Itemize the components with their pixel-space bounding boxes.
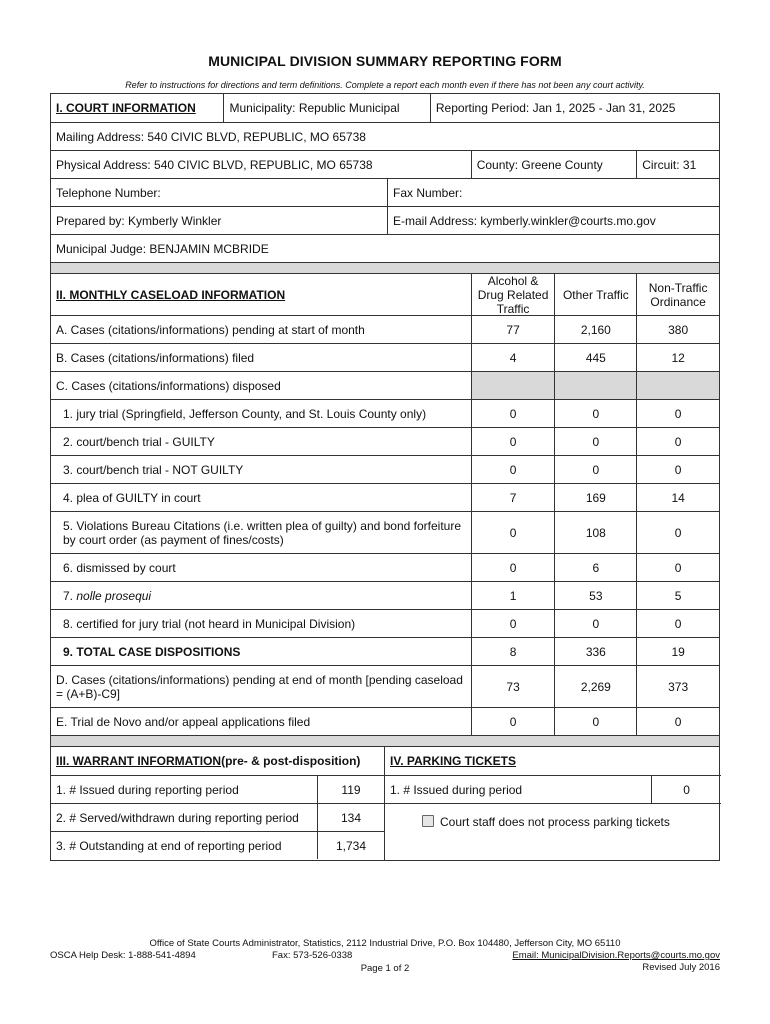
warrant-section	[51, 747, 384, 860]
cell-value: 0	[636, 610, 719, 637]
email-field: E-mail Address: kymberly.winkler@courts.mo.gov	[387, 207, 719, 234]
row-label: 4. plea of GUILTY in court	[63, 490, 201, 505]
cell-value: 0	[471, 428, 555, 455]
row-label: D. Cases (citations/informations) pending at end of month [pending caseload = (A+B)-C9]	[56, 672, 463, 701]
form-subtitle: Refer to instructions for directions and term definitions. Complete a report each month even if there has not been any court activity.	[125, 80, 645, 90]
row-label: B. Cases (citations/informations) filed	[56, 350, 255, 365]
col-alcohol-drug-header: Alcohol & Drug Related Traffic	[471, 274, 555, 315]
no-parking-checkbox[interactable]	[422, 815, 434, 827]
warrant-heading-label: III. WARRANT INFORMATION	[56, 754, 222, 768]
reporting-period-field: Reporting Period: Jan 1, 2025 - Jan 31, 2025	[430, 94, 719, 122]
footer-office: Office of State Courts Administrator, Statistics, 2112 Industrial Drive, P.O. Box 104480, Jefferson City, MO 65110	[149, 938, 621, 949]
court-info-row-6	[51, 234, 719, 262]
cell-value: 0	[636, 428, 719, 455]
cell-value: 1,734	[317, 832, 384, 859]
judge-field: Municipal Judge: BENJAMIN MCBRIDE	[56, 241, 269, 256]
table-row	[51, 455, 719, 483]
table-row	[51, 399, 719, 427]
footer-fax: Fax: 573-526-0338	[272, 950, 353, 961]
cell-value: 0	[636, 512, 719, 553]
cell-value: 2,160	[554, 316, 636, 343]
cell-value: 373	[636, 666, 719, 707]
cell-value: 0	[471, 456, 555, 483]
cell-value: 134	[317, 804, 384, 831]
row-label: 8. certified for jury trial (not heard in Municipal Division)	[63, 616, 356, 631]
shaded-cell	[554, 372, 636, 399]
warrant-heading-suffix: (pre- & post-disposition)	[221, 754, 361, 768]
prepared-by-field: Prepared by: Kymberly Winkler	[56, 213, 222, 228]
row-label: 1. # Issued during reporting period	[56, 782, 239, 797]
cell-value: 0	[471, 610, 555, 637]
cell-value: 0	[471, 512, 555, 553]
footer-email-link[interactable]: Email: MunicipalDivision.Reports@courts.mo.gov	[512, 950, 720, 961]
warrant-row	[51, 803, 384, 831]
warrant-parking-block	[51, 746, 719, 860]
table-row	[51, 427, 719, 455]
cell-value: 445	[554, 344, 636, 371]
table-row	[51, 343, 719, 371]
cell-value: 0	[554, 400, 636, 427]
shaded-cell	[636, 372, 719, 399]
warrant-row	[51, 831, 384, 859]
cell-value: 14	[636, 484, 719, 511]
cell-value: 108	[554, 512, 636, 553]
court-info-heading: I. COURT INFORMATION	[56, 101, 196, 115]
row-label: 1. # Issued during period	[390, 782, 523, 797]
court-info-row-4	[51, 178, 719, 206]
row-label: 1. jury trial (Springfield, Jefferson County, and St. Louis County only)	[63, 406, 427, 421]
cell-value: 0	[636, 554, 719, 581]
row-label: 6. dismissed by court	[63, 560, 176, 575]
caseload-header-row	[51, 273, 719, 315]
section-separator	[51, 262, 719, 273]
cell-value: 53	[554, 582, 636, 609]
row-label: 3. # Outstanding at end of reporting period	[56, 838, 282, 853]
footer-help-desk: OSCA Help Desk: 1-888-541-4894	[50, 950, 196, 961]
table-row	[51, 665, 719, 707]
physical-address-field: Physical Address: 540 CIVIC BLVD, REPUBLIC, MO 65738	[56, 157, 373, 172]
cell-value: 0	[471, 708, 555, 735]
parking-section	[384, 747, 721, 860]
court-info-row-2	[51, 122, 719, 150]
table-row-total	[51, 637, 719, 665]
footer	[50, 938, 720, 978]
section-separator	[51, 735, 719, 746]
county-field: County: Greene County	[471, 151, 637, 178]
caseload-heading: II. MONTHLY CASELOAD INFORMATION	[56, 287, 286, 302]
checkbox-label: Court staff does not process parking tickets	[440, 815, 670, 829]
row-label	[51, 582, 471, 609]
court-info-row-3	[51, 150, 719, 178]
cell-value: 0	[636, 708, 719, 735]
col-non-traffic-header: Non-Traffic Ordinance	[636, 274, 719, 315]
cell-value: 0	[471, 400, 555, 427]
cell-value: 0	[554, 708, 636, 735]
cell-value: 6	[554, 554, 636, 581]
footer-page-number: Page 1 of 2	[360, 963, 410, 974]
cell-value: 0	[636, 400, 719, 427]
cell-value: 0	[636, 456, 719, 483]
cell-value: 0	[554, 456, 636, 483]
table-row	[51, 483, 719, 511]
table-row	[51, 581, 719, 609]
cell-value: 7	[471, 484, 555, 511]
cell-value: 12	[636, 344, 719, 371]
cell-value: 4	[471, 344, 555, 371]
reporting-form	[50, 93, 720, 861]
cell-value: 0	[554, 610, 636, 637]
circuit-field: Circuit: 31	[636, 151, 719, 178]
row-label: 5. Violations Bureau Citations (i.e. written plea of guilty) and bond forfeiture by court order (as payment of fines/costs)	[63, 518, 462, 547]
shaded-cell	[471, 372, 555, 399]
cell-value: 1	[471, 582, 555, 609]
cell-value: 0	[554, 428, 636, 455]
cell-value: 73	[471, 666, 555, 707]
col-other-traffic-header: Other Traffic	[554, 274, 636, 315]
cell-value: 119	[317, 776, 384, 803]
cell-value: 5	[636, 582, 719, 609]
cell-value: 0	[651, 776, 721, 803]
court-info-row-5	[51, 206, 719, 234]
row-label: E. Trial de Novo and/or appeal applications filed	[56, 714, 311, 729]
cell-value: 336	[554, 638, 636, 665]
row-prefix: 7.	[63, 588, 74, 603]
table-row	[51, 511, 719, 553]
parking-header-row	[385, 747, 721, 775]
municipality-field: Municipality: Republic Municipal	[223, 94, 429, 122]
cell-value: 169	[554, 484, 636, 511]
row-label: 9. TOTAL CASE DISPOSITIONS	[63, 644, 241, 659]
row-label-italic: nolle prosequi	[76, 588, 152, 603]
mailing-address-field: Mailing Address: 540 CIVIC BLVD, REPUBLIC, MO 65738	[56, 129, 366, 144]
cell-value: 380	[636, 316, 719, 343]
warrant-row	[51, 775, 384, 803]
fax-field: Fax Number:	[387, 179, 719, 206]
cell-value: 77	[471, 316, 555, 343]
table-row	[51, 315, 719, 343]
table-row	[51, 707, 719, 735]
telephone-field: Telephone Number:	[56, 185, 161, 200]
cell-value: 2,269	[554, 666, 636, 707]
table-row	[51, 609, 719, 637]
cell-value: 19	[636, 638, 719, 665]
row-label: C. Cases (citations/informations) disposed	[56, 378, 281, 393]
table-row	[51, 371, 719, 399]
row-label: 2. court/bench trial - GUILTY	[63, 434, 215, 449]
warrant-header-row	[51, 747, 384, 775]
form-title: MUNICIPAL DIVISION SUMMARY REPORTING FORM	[208, 53, 562, 69]
row-label: A. Cases (citations/informations) pending at start of month	[56, 322, 365, 337]
cell-value: 8	[471, 638, 555, 665]
court-info-row-1	[51, 94, 719, 122]
parking-heading: IV. PARKING TICKETS	[390, 754, 517, 768]
parking-row	[385, 775, 721, 803]
warrant-heading	[51, 747, 384, 775]
row-label: 3. court/bench trial - NOT GUILTY	[63, 462, 244, 477]
footer-revised: Revised July 2016	[642, 962, 720, 973]
row-label: 2. # Served/withdrawn during reporting period	[56, 810, 299, 825]
table-row	[51, 553, 719, 581]
cell-value: 0	[471, 554, 555, 581]
parking-checkbox-row	[385, 803, 721, 860]
